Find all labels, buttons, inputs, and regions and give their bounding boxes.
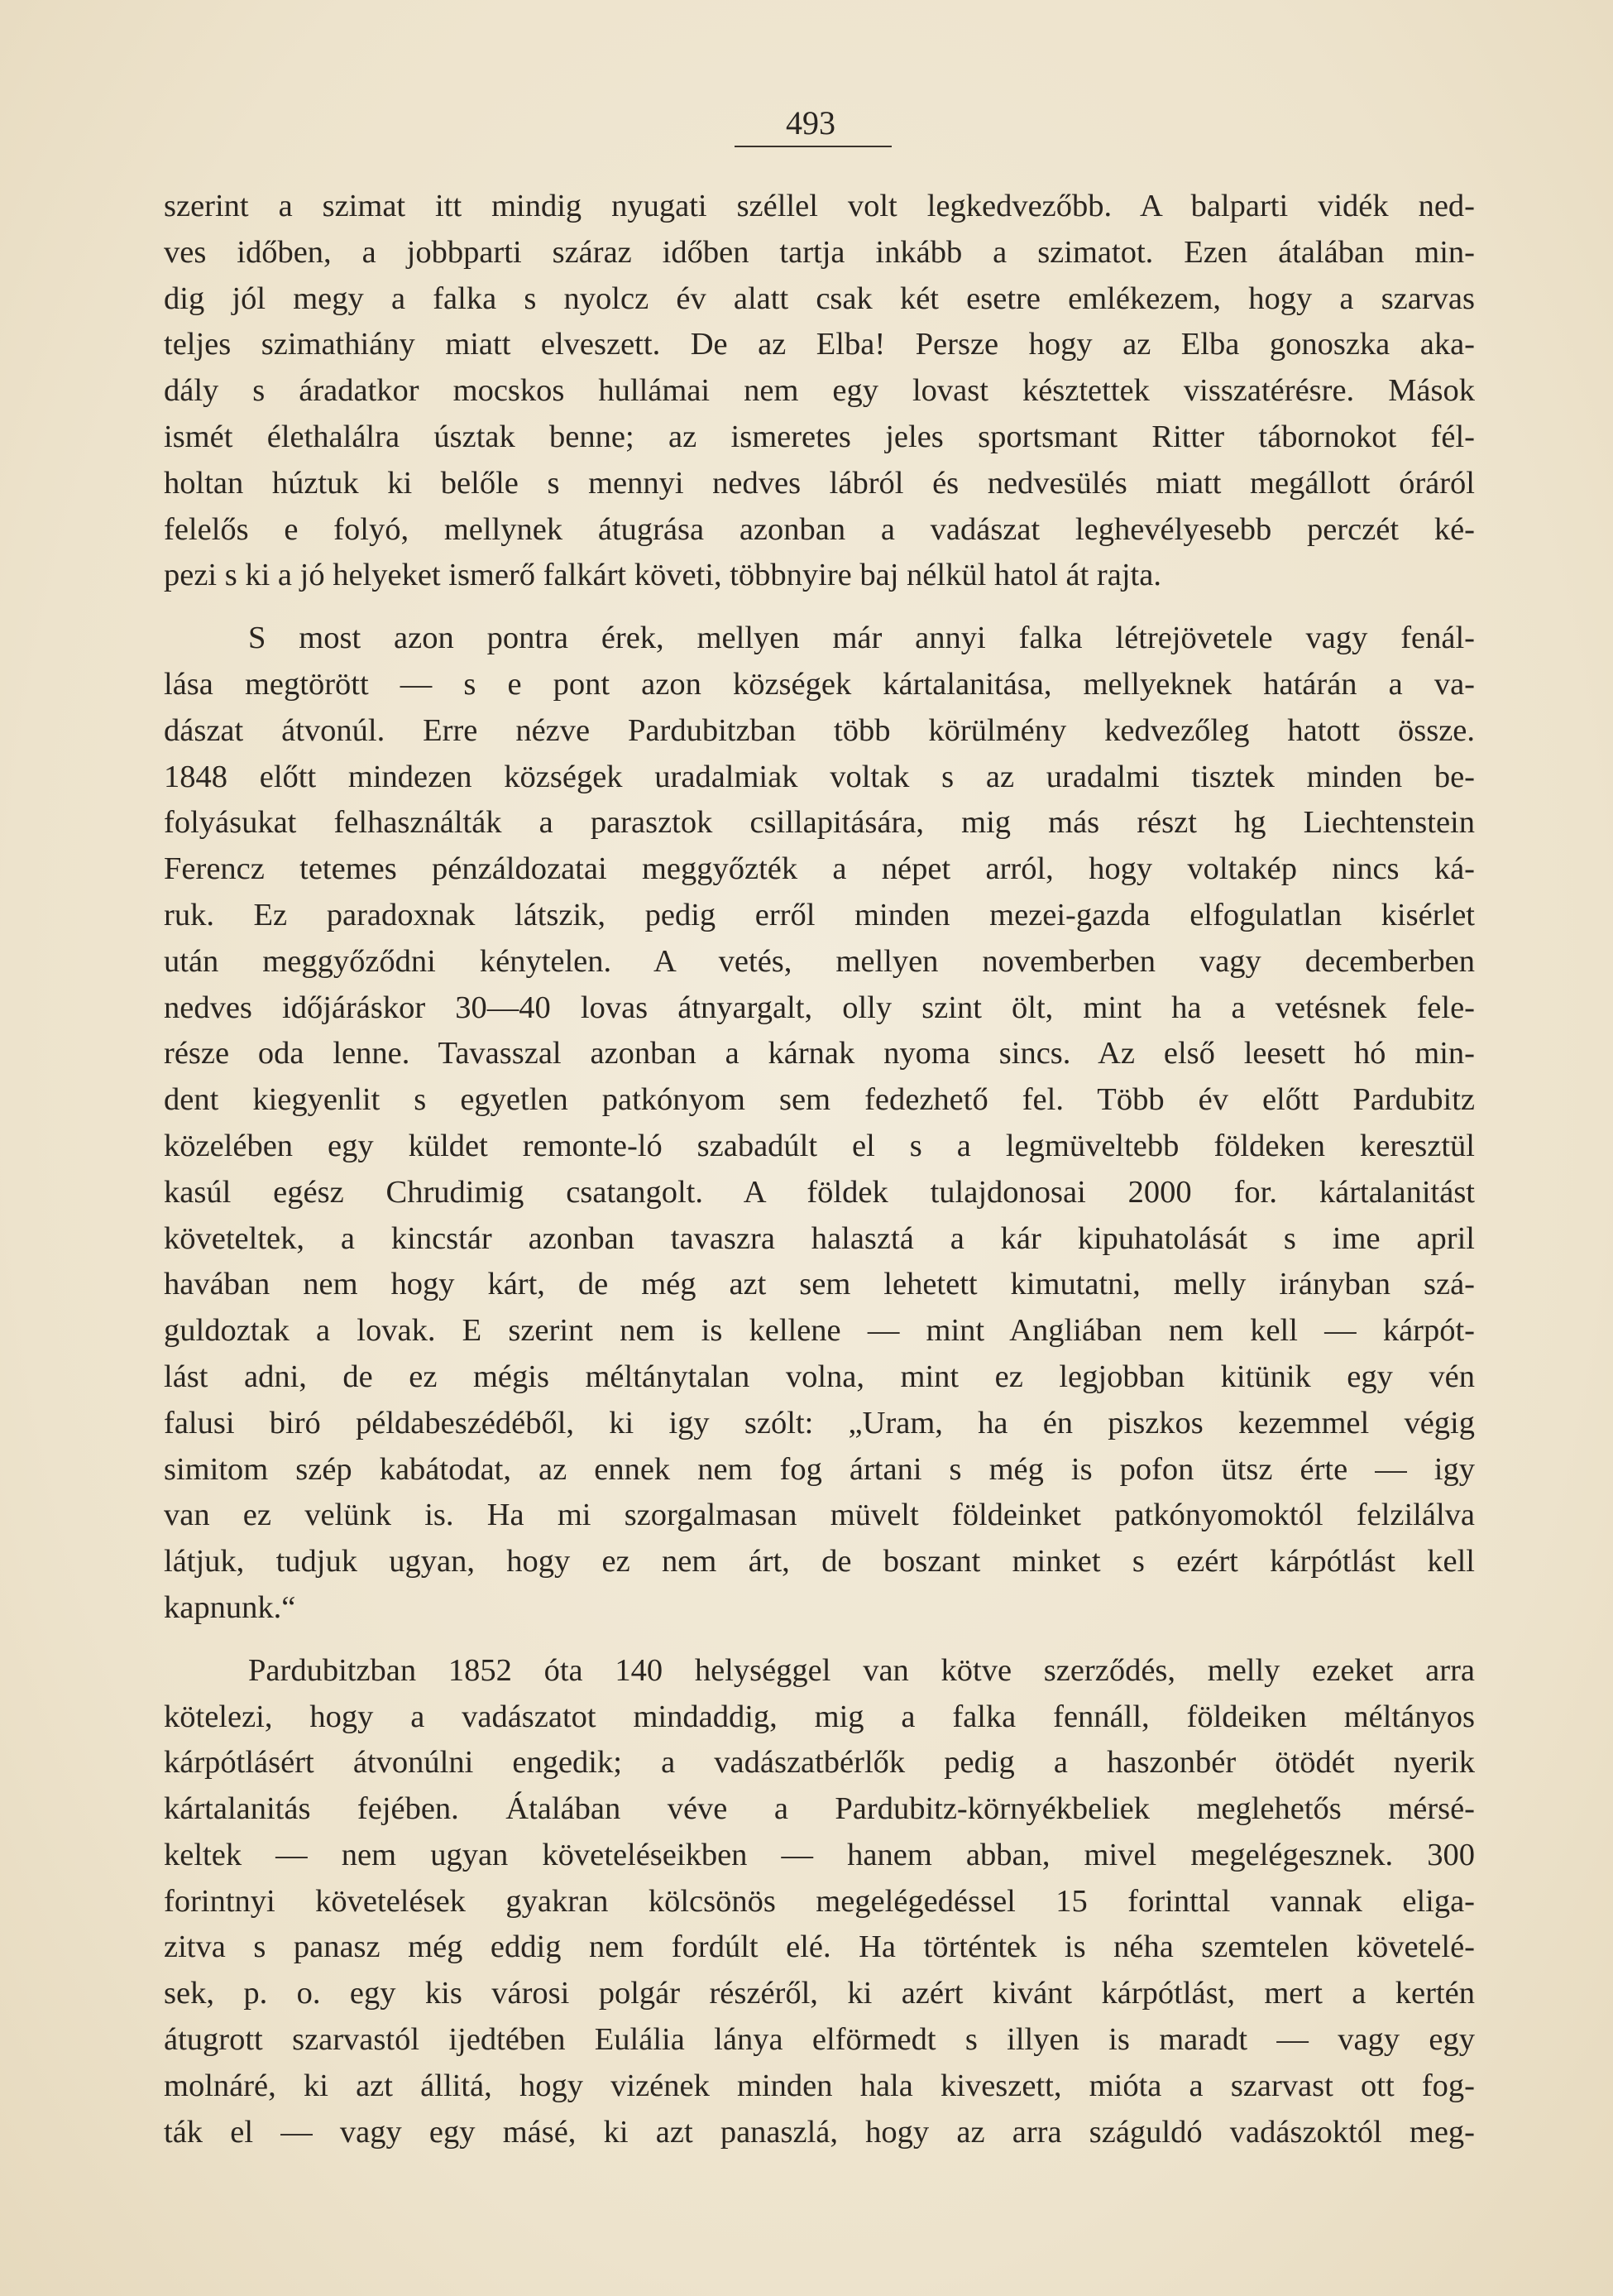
- text-line: folyásukat felhasználták a parasztok csillapitására, mig más részt hg Liechtenstein: [164, 805, 1475, 841]
- text-line: után meggyőződni kénytelen. A vetés, mellyen novemberben vagy decemberben: [164, 943, 1475, 979]
- paragraph: [164, 616, 1475, 1632]
- paragraph: [164, 1648, 1475, 2156]
- text-line: dent kiegyenlit s egyetlen patkónyom sem fedezhető fel. Több év előtt Pardubitz: [164, 1082, 1475, 1118]
- text-line: átugrott szarvastól ijedtében Eulália lánya elförmedt s illyen is maradt — vagy egy: [164, 2022, 1475, 2058]
- paragraph-gap: [164, 599, 1475, 616]
- text-line: pezi s ki a jó helyeket ismerő falkárt követi, többnyire baj nélkül hatol át rajta.: [164, 558, 1161, 593]
- text-line: látjuk, tudjuk ugyan, hogy ez nem árt, de boszant minket s ezért kárpótlást kell: [164, 1544, 1475, 1579]
- text-line: kártalanitás fejében. Átalában véve a Pardubitz-környékbeliek meglehetős mérsé-: [164, 1791, 1475, 1827]
- body-text: [164, 184, 1475, 2155]
- text-line: lást adni, de ez mégis méltánytalan volna, mint ez legjobban kitünik egy vén: [164, 1359, 1475, 1394]
- text-line: kasúl egész Chrudimig csatangolt. A földek tulajdonosai 2000 for. kártalanitást: [164, 1174, 1475, 1210]
- text-line: falusi biró példabeszédéből, ki igy szólt: „Uram, ha én piszkos kezemmel végig: [164, 1405, 1475, 1440]
- text-line: simitom szép kabátodat, az ennek nem fog ártani s még is pofon ütsz érte — igy: [164, 1451, 1475, 1487]
- text-line: része oda lenne. Tavasszal azonban a kárnak nyoma sincs. Az első leesett hó min-: [164, 1036, 1475, 1071]
- text-line: felelős e folyó, mellynek átugrása azonban a vadászat leghevélyesebb perczét ké-: [164, 511, 1475, 547]
- text-line: havában nem hogy kárt, de még azt sem lehetett kimutatni, melly irányban szá-: [164, 1267, 1475, 1302]
- text-line: forintnyi követelések gyakran kölcsönös megelégedéssel 15 forinttal vannak eliga-: [164, 1883, 1475, 1919]
- page-number: 493: [786, 104, 835, 141]
- text-line: dászat átvonúl. Erre nézve Pardubitzban több körülmény kedvezőleg hatott össze.: [164, 712, 1475, 748]
- text-line: ták el — vagy egy másé, ki azt panaszlá, hogy az arra száguldó vadászoktól meg-: [164, 2114, 1475, 2150]
- text-line: ruk. Ez paradoxnak látszik, pedig erről minden mezei-gazda elfogulatlan kisérlet: [164, 897, 1475, 932]
- text-line: szerint a szimat itt mindig nyugati széllel volt legkedvezőbb. A balparti vidék ned-: [164, 189, 1475, 223]
- text-line: követeltek, a kincstár azonban tavaszra halasztá a kár kipuhatolását s ime april: [164, 1220, 1475, 1256]
- text-line: zitva s panasz még eddig nem fordúlt elé. Ha történtek is néha szemtelen követelé-: [164, 1929, 1475, 1965]
- text-line: S most azon pontra érek, mellyen már annyi falka létrejövetele vagy fenál-: [248, 621, 1475, 656]
- text-line: Pardubitzban 1852 óta 140 helységgel van kötve szerződés, melly ezeket arra: [248, 1652, 1475, 1688]
- paragraph-gap: [164, 1632, 1475, 1648]
- text-line: keltek — nem ugyan követeléseikben — hanem abban, mivel megelégesznek. 300: [164, 1837, 1475, 1872]
- text-line: teljes szimathiány miatt elveszett. De az Elba! Persze hogy az Elba gonoszka aka-: [164, 327, 1475, 362]
- text-line: dály s áradatkor mocskos hullámai nem egy lovast késztettek visszatérésre. Mások: [164, 373, 1475, 409]
- text-line: ismét élethalálra úsztak benne; az ismeretes jeles sportsmant Ritter tábornokot fél-: [164, 419, 1475, 454]
- text-line: holtan húztuk ki belőle s mennyi nedves lábról és nedvesülés miatt megállott óráról: [164, 465, 1475, 501]
- text-line: 1848 előtt mindezen községek uradalmiak voltak s az uradalmi tisztek minden be-: [164, 759, 1475, 794]
- text-line: kárpótlásért átvonúlni engedik; a vadászatbérlők pedig a haszonbér ötödét nyerik: [164, 1745, 1475, 1781]
- text-line: közelében egy küldet remonte-ló szabadúlt el s a legmüveltebb földeken keresztül: [164, 1128, 1475, 1163]
- page-number-rule: [735, 146, 892, 147]
- text-line: Ferencz tetemes pénzáldozatai meggyőzték a népet arról, hogy voltakép nincs ká-: [164, 851, 1475, 887]
- text-line: guldoztak a lovak. E szerint nem is kellene — mint Angliában nem kell — kárpót-: [164, 1313, 1475, 1349]
- text-line: ves időben, a jobbparti száraz időben tartja inkább a szimatot. Ezen átalában min-: [164, 234, 1475, 270]
- text-line: kapnunk.“: [164, 1589, 296, 1625]
- text-line: kötelezi, hogy a vadászatot mindaddig, mig a falka fennáll, földeiken méltányos: [164, 1699, 1475, 1734]
- text-line: sek, p. o. egy kis városi polgár részéről, ki azért kivánt kárpótlást, mert a kertén: [164, 1976, 1475, 2011]
- text-line: van ez velünk is. Ha mi szorgalmasan müvelt földeinket patkónyomoktól felzilálva: [164, 1498, 1475, 1533]
- text-line: nedves időjáráskor 30—40 lovas átnyargalt, olly szint ölt, mint ha a vetésnek fele-: [164, 990, 1475, 1025]
- text-line: molnáré, ki azt állitá, hogy vizének minden hala kiveszett, mióta a szarvast ott fog-: [164, 2068, 1475, 2103]
- paragraph: [164, 184, 1475, 599]
- text-line: dig jól megy a falka s nyolcz év alatt csak két esetre emlékezem, hogy a szarvas: [164, 280, 1475, 316]
- text-line: lása megtörött — s e pont azon községek kártalanitása, mellyeknek határán a va-: [164, 666, 1475, 702]
